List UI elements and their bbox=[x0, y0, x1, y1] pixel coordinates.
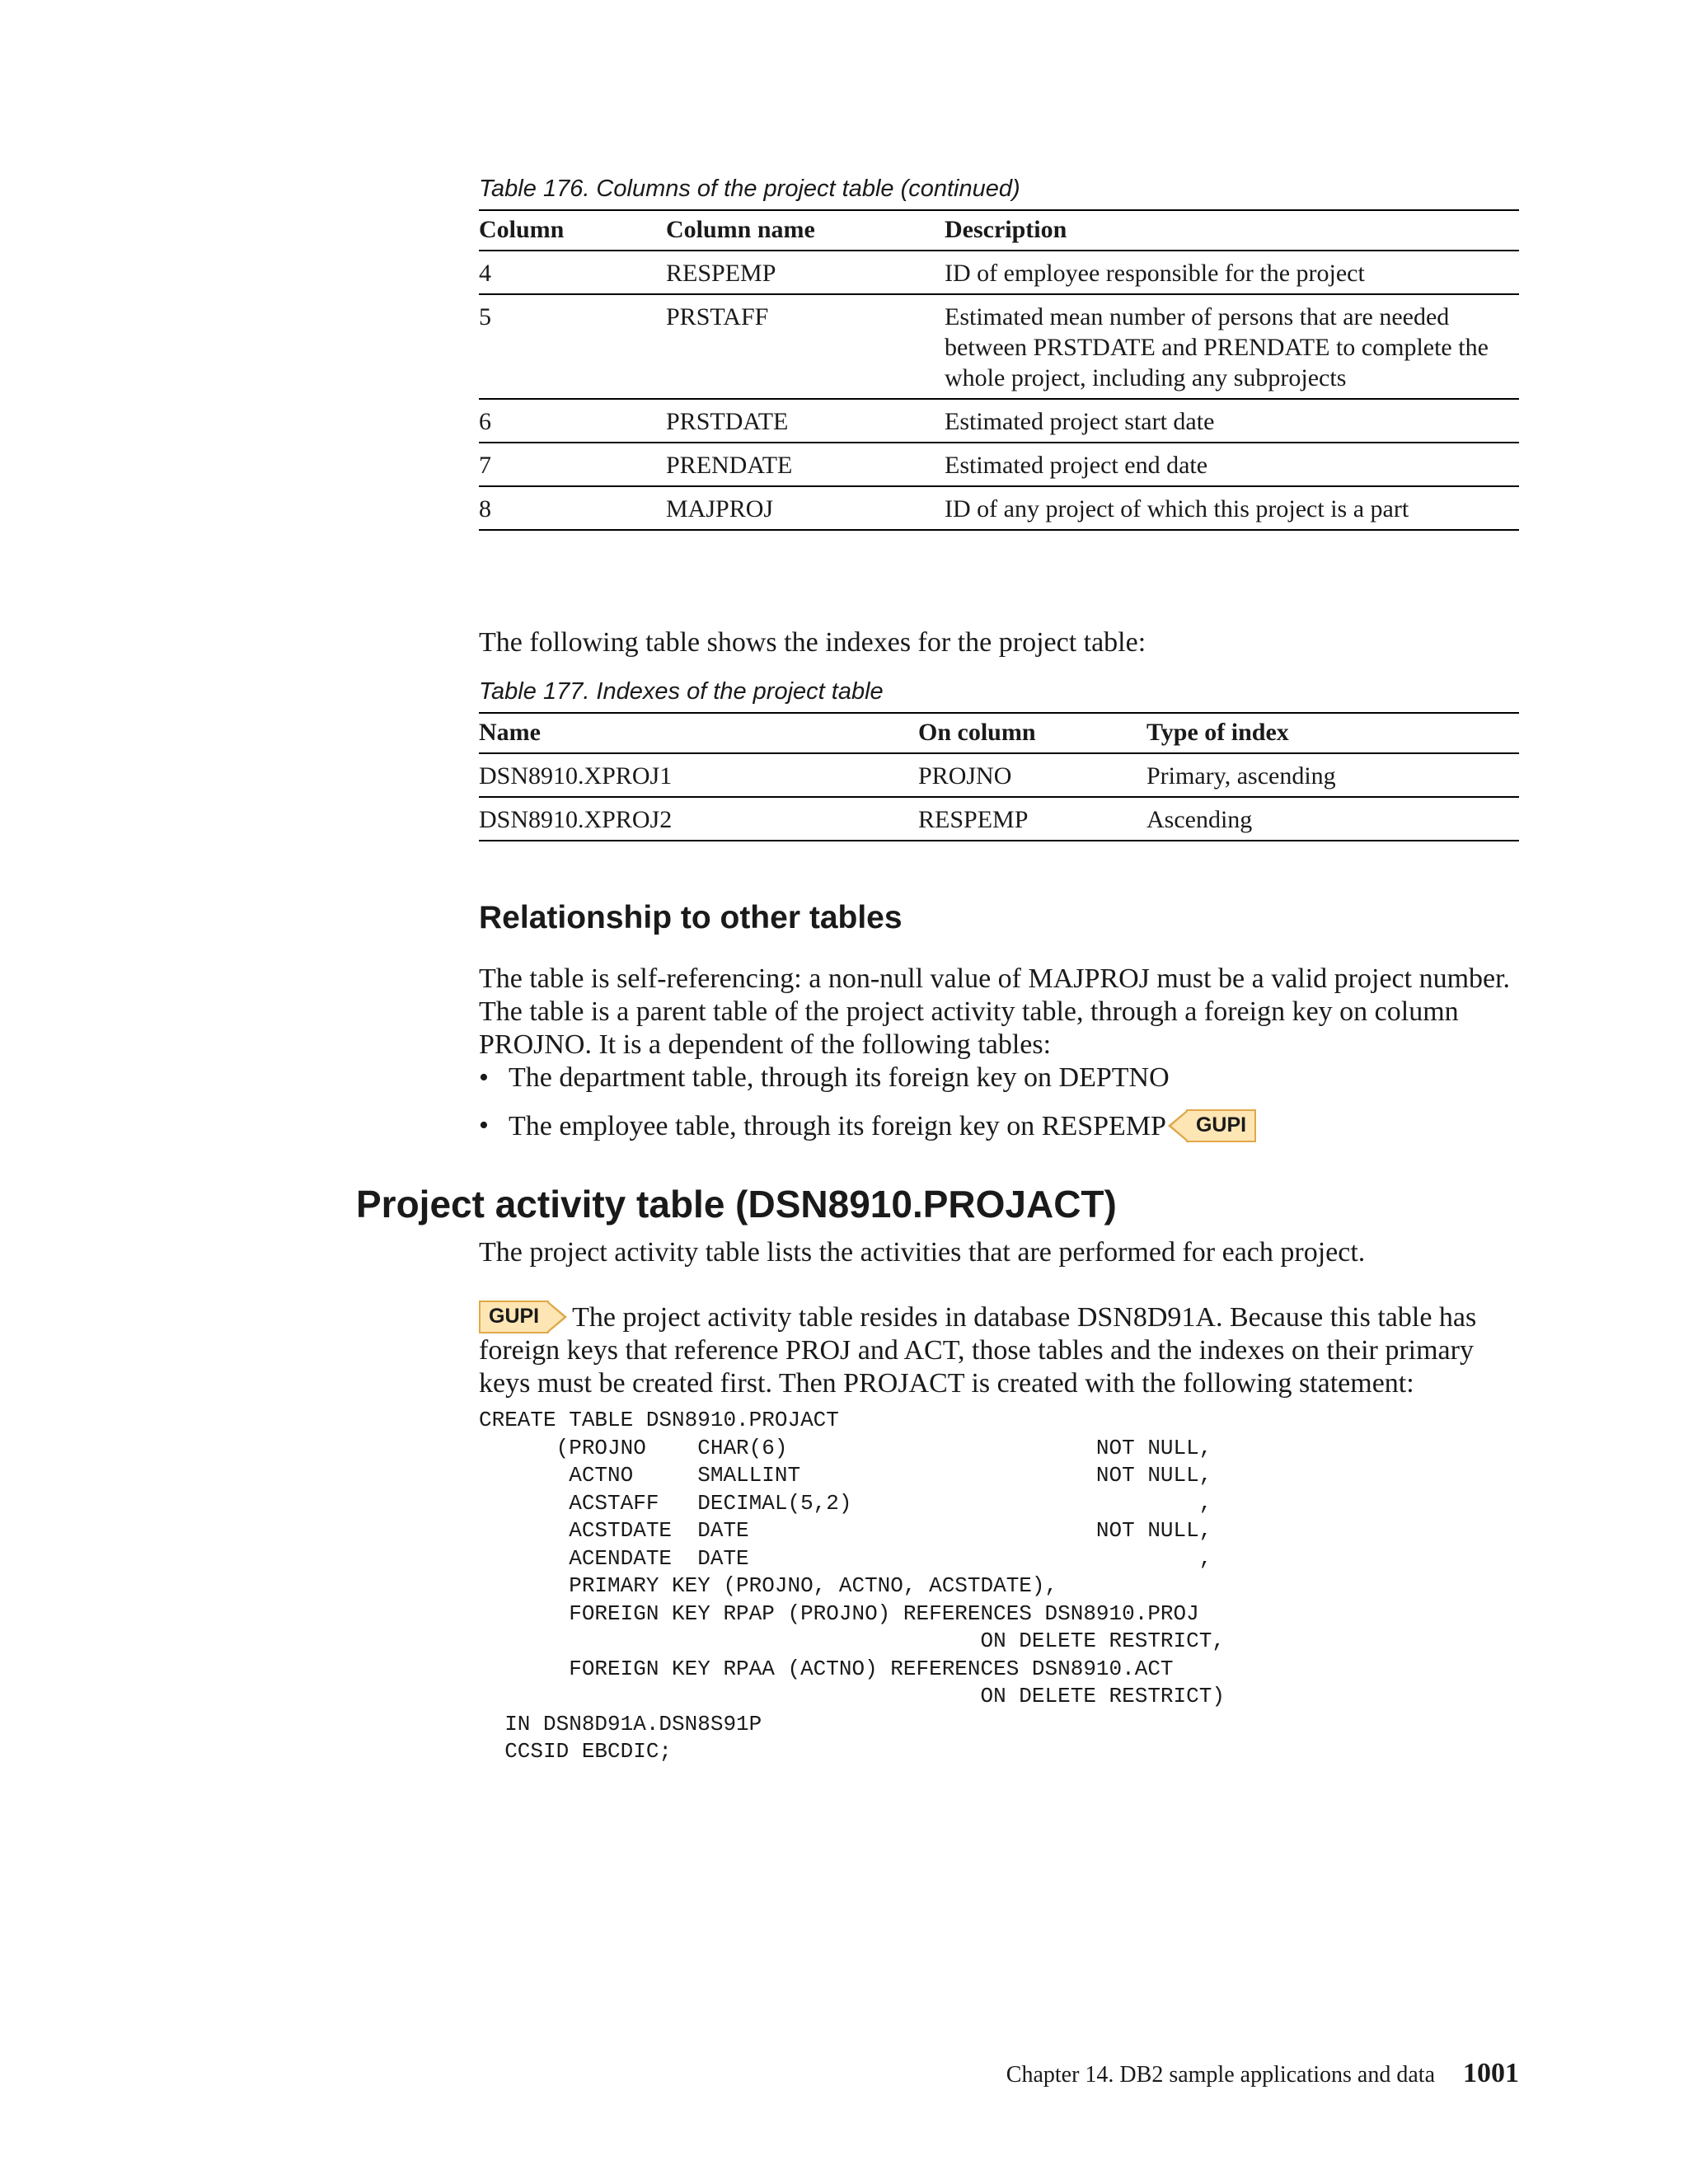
table-cell: 6 bbox=[479, 399, 666, 443]
table-cell: PRSTDATE bbox=[666, 399, 945, 443]
table-row bbox=[479, 753, 1519, 797]
bullet-icon: • bbox=[479, 1110, 489, 1141]
relationship-paragraph: The table is self-referencing: a non-null value of MAJPROJ must be a valid project number. The table is a parent table of the project activity table, through a foreign key on column PROJNO. It is a dependent of the following tables: bbox=[479, 963, 1511, 1060]
create-table-statement: CREATE TABLE DSN8910.PROJACT (PROJNO CHAR(6) NOT NULL, ACTNO SMALLINT NOT NULL, ACSTAFF DECIMAL(5,2) , ACSTDATE DATE NOT NULL, ACENDATE DATE , PRIMARY KEY (PROJNO, ACTNO, ACSTDATE), FOREIGN KEY RPAP (PROJNO) REFERENCES DSN8910.PROJ ON DELETE RESTRICT, FOREIGN KEY RPAA (ACTNO) REFERENCES DSN8910.ACT ON DELETE RESTRICT) IN DSN8D91A.DSN8S91P CCSID EBCDIC; bbox=[479, 1408, 1225, 1764]
table-cell: PROJNO bbox=[918, 753, 1146, 797]
table-176-block bbox=[479, 176, 1519, 531]
table-cell: 5 bbox=[479, 294, 666, 399]
table-cell: Estimated project end date bbox=[945, 443, 1519, 486]
table-row bbox=[479, 797, 1519, 841]
list-item bbox=[479, 1062, 1519, 1094]
page-number: 1001 bbox=[1463, 2058, 1519, 2088]
projact-section-heading: Project activity table (DSN8910.PROJACT) bbox=[356, 1183, 1117, 1226]
chapter-title: Chapter 14. DB2 sample applications and data bbox=[1006, 2062, 1435, 2088]
relationship-section bbox=[479, 900, 1519, 1143]
bullet-icon: • bbox=[479, 1062, 489, 1093]
projact-section bbox=[479, 1236, 1519, 1766]
table-176-caption: Table 176. Columns of the project table (continued) bbox=[479, 176, 1020, 202]
table-cell: PRENDATE bbox=[666, 443, 945, 486]
projact-paragraph bbox=[479, 1301, 1519, 1400]
table-cell: RESPEMP bbox=[666, 251, 945, 294]
table-cell: Ascending bbox=[1146, 797, 1519, 841]
table-row bbox=[479, 486, 1519, 530]
column-header: Column name bbox=[666, 210, 945, 251]
column-header: Type of index bbox=[1146, 713, 1519, 753]
list-item-text: The department table, through its foreign key on DEPTNO bbox=[509, 1062, 1170, 1093]
table-cell: Estimated project start date bbox=[945, 399, 1519, 443]
table-177-caption: Table 177. Indexes of the project table bbox=[479, 678, 884, 705]
table-cell: ID of employee responsible for the project bbox=[945, 251, 1519, 294]
table-row bbox=[479, 251, 1519, 294]
indexes-intro-block bbox=[479, 626, 1519, 659]
list-item-text: The employee table, through its foreign key on RESPEMP bbox=[509, 1111, 1166, 1141]
table-header-row bbox=[479, 713, 1519, 753]
table-row bbox=[479, 443, 1519, 486]
list-item bbox=[479, 1109, 1519, 1143]
table-header-row bbox=[479, 210, 1519, 251]
column-header: On column bbox=[918, 713, 1146, 753]
relationship-heading: Relationship to other tables bbox=[479, 900, 903, 935]
table-cell: ID of any project of which this project is a part bbox=[945, 486, 1519, 530]
column-header: Name bbox=[479, 713, 918, 753]
relationship-bullet-list bbox=[479, 1062, 1519, 1143]
column-header: Column bbox=[479, 210, 666, 251]
table-177-block bbox=[479, 678, 1519, 841]
table-cell: Primary, ascending bbox=[1146, 753, 1519, 797]
table-row bbox=[479, 399, 1519, 443]
projact-paragraph-text: The project activity table resides in database DSN8D91A. Because this table has foreign keys that reference PROJ and ACT, those tables and the indexes on their primary keys must be created first. Then PROJACT is created with the following statement: bbox=[479, 1302, 1477, 1399]
column-header: Description bbox=[945, 210, 1519, 251]
table-cell: PRSTAFF bbox=[666, 294, 945, 399]
table-176 bbox=[479, 209, 1519, 531]
page-footer bbox=[1006, 2058, 1519, 2089]
table-cell: RESPEMP bbox=[918, 797, 1146, 841]
projact-summary: The project activity table lists the activities that are performed for each project. bbox=[479, 1237, 1366, 1268]
table-cell: DSN8910.XPROJ1 bbox=[479, 753, 918, 797]
table-cell: Estimated mean number of persons that are needed between PRSTDATE and PRENDATE to complete the whole project, including any subprojects bbox=[945, 294, 1519, 399]
gupi-start-marker: GUPI bbox=[479, 1301, 549, 1333]
table-177 bbox=[479, 712, 1519, 841]
table-cell: DSN8910.XPROJ2 bbox=[479, 797, 918, 841]
table-row bbox=[479, 294, 1519, 399]
indexes-intro-text: The following table shows the indexes for the project table: bbox=[479, 627, 1146, 658]
table-cell: 8 bbox=[479, 486, 666, 530]
table-cell: 7 bbox=[479, 443, 666, 486]
table-cell: MAJPROJ bbox=[666, 486, 945, 530]
gupi-end-marker: GUPI bbox=[1186, 1109, 1256, 1142]
table-cell: 4 bbox=[479, 251, 666, 294]
